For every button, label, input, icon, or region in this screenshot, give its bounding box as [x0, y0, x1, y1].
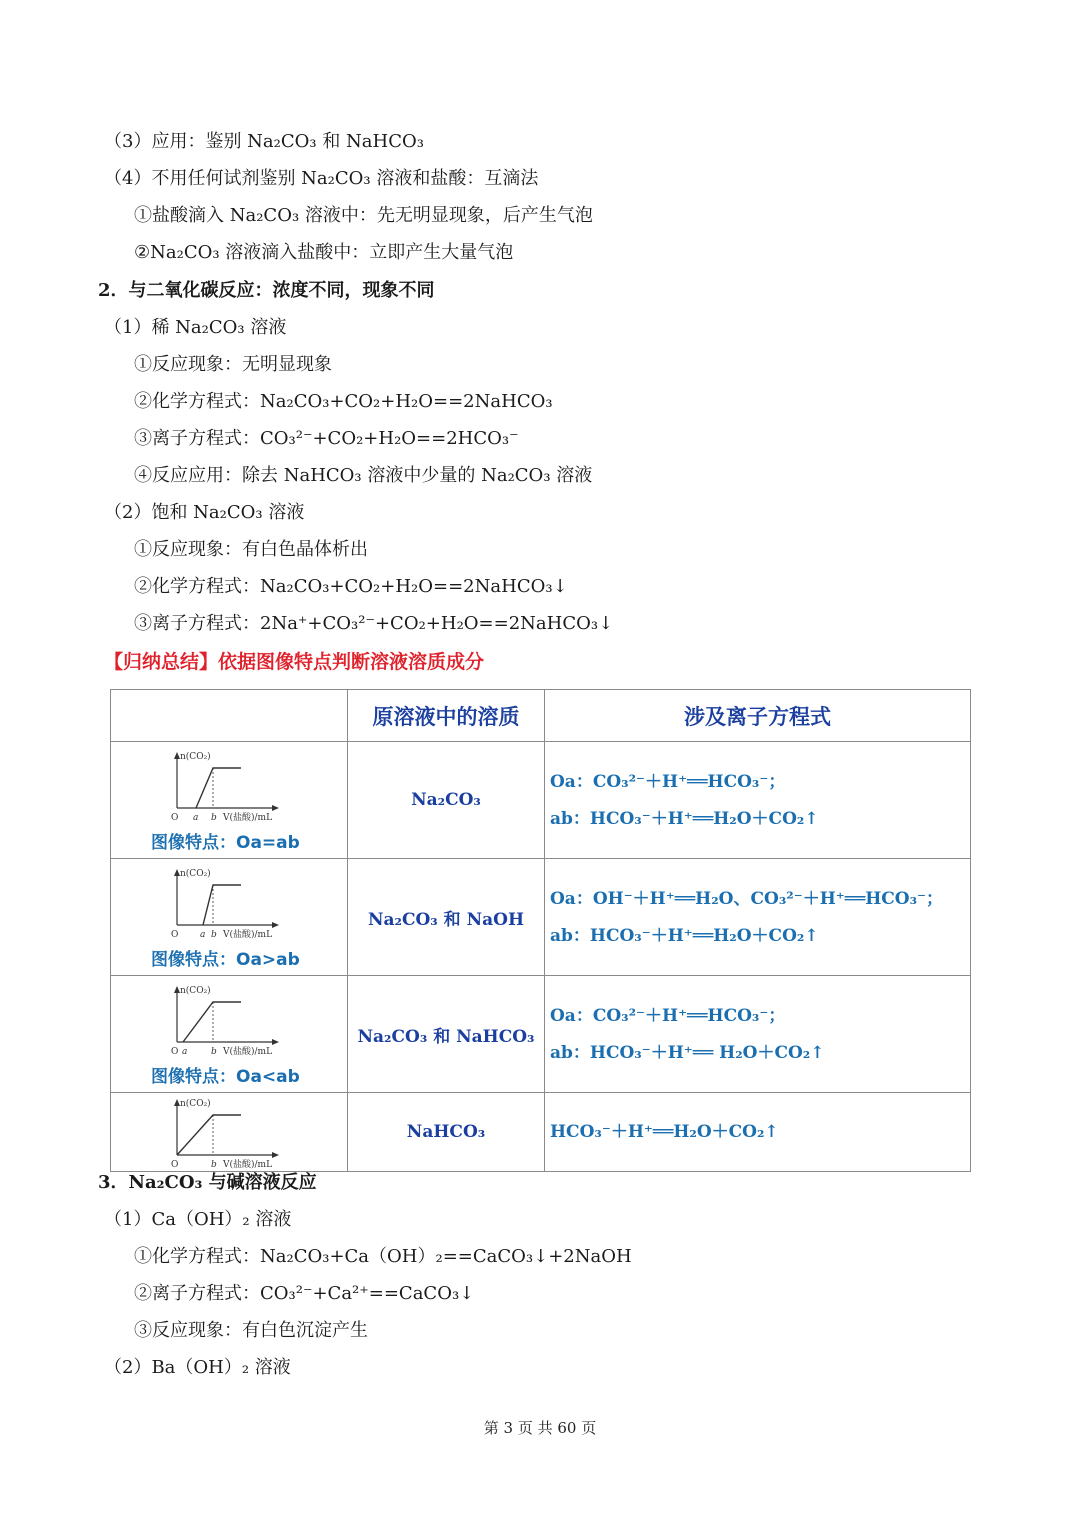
solute-cell: Na₂CO₃ [348, 742, 545, 859]
table-row [111, 859, 971, 976]
saturated-ion-eq: ③离子方程式：2Na⁺+CO₃²⁻+CO₂+H₂O==2NaHCO₃↓ [134, 613, 614, 634]
item-4-sub-1: ①盐酸滴入 Na₂CO₃ 溶液中：先无明显现象，后产生气泡 [134, 205, 593, 226]
equation-line: Oa：CO₃²⁻＋H⁺══HCO₃⁻； [550, 771, 786, 792]
dilute-chem-eq: ②化学方程式：Na₂CO₃+CO₂+H₂O==2NaHCO₃ [134, 391, 553, 412]
solute-cell: NaHCO₃ [348, 1093, 545, 1172]
graph-b-label: b [211, 1160, 217, 1169]
graph-x-label: V(盐酸)/mL [223, 1160, 273, 1169]
graph-a-label: a [193, 812, 199, 822]
graph-x-label: V(盐酸)/mL [223, 812, 273, 822]
item-4-mutual-titration: （4）不用任何试剂鉴别 Na₂CO₃ 溶液和盐酸：互滴法 [104, 168, 539, 189]
header-solute: 原溶液中的溶质 [348, 690, 545, 742]
graph-oa-less-ab [151, 984, 281, 1056]
graph-a-label: a [200, 929, 206, 939]
header-equation: 涉及离子方程式 [545, 690, 971, 742]
caoh-ion-eq: ②离子方程式：CO₃²⁻+Ca²⁺==CaCO₃↓ [134, 1283, 475, 1304]
graph-y-label: n(CO₂) [180, 868, 211, 879]
graph-y-label: n(CO₂) [180, 1099, 211, 1109]
summary-table [110, 689, 971, 1172]
graph-origin-label: O [171, 929, 179, 939]
graph-oa-greater-ab [151, 867, 281, 939]
caoh-title: （1）Ca（OH）₂ 溶液 [104, 1209, 292, 1230]
dilute-application: ④反应应用：除去 NaHCO₃ 溶液中少量的 Na₂CO₃ 溶液 [134, 465, 593, 486]
dilute-title: （1）稀 Na₂CO₃ 溶液 [104, 317, 287, 338]
item-3-application: （3）应用：鉴别 Na₂CO₃ 和 NaHCO₃ [104, 131, 424, 152]
equation-line: Oa：CO₃²⁻＋H⁺══HCO₃⁻； [550, 1005, 786, 1026]
table-row [111, 742, 971, 859]
baoh-title: （2）Ba（OH）₂ 溶液 [104, 1357, 291, 1378]
table-row [111, 1093, 971, 1172]
graph-x-label: V(盐酸)/mL [223, 929, 273, 939]
saturated-title: （2）饱和 Na₂CO₃ 溶液 [104, 502, 305, 523]
dilute-ion-eq: ③离子方程式：CO₃²⁻+CO₂+H₂O==2HCO₃⁻ [134, 428, 519, 449]
saturated-phenomenon: ①反应现象：有白色晶体析出 [134, 539, 368, 560]
equation-line: ab：HCO₃⁻＋H⁺══H₂O＋CO₂↑ [550, 808, 819, 829]
graph-oa-equals-ab [151, 750, 281, 822]
graph-b-label: b [211, 929, 217, 939]
section-3-heading: 3．Na₂CO₃ 与碱溶液反应 [98, 1172, 317, 1193]
dilute-phenomenon: ①反应现象：无明显现象 [134, 354, 332, 375]
graph-feature: 图像特点：Oa<ab [151, 1066, 300, 1087]
solute-cell: Na₂CO₃ 和 NaOH [348, 859, 545, 976]
graph-b-label: b [211, 812, 217, 822]
caoh-chem-eq: ①化学方程式：Na₂CO₃+Ca（OH）₂==CaCO₃↓+2NaOH [134, 1246, 632, 1267]
item-4-sub-2: ②Na₂CO₃ 溶液滴入盐酸中：立即产生大量气泡 [134, 242, 514, 263]
graph-origin-label: O [171, 812, 179, 822]
graph-a-label: a [182, 1046, 188, 1056]
graph-feature: 图像特点：Oa>ab [151, 949, 300, 970]
equation-line: ab：HCO₃⁻＋H⁺══ H₂O＋CO₂↑ [550, 1042, 825, 1063]
solute-cell: Na₂CO₃ 和 NaHCO₃ [348, 976, 545, 1093]
section-2-heading: 2．与二氧化碳反应：浓度不同，现象不同 [98, 280, 435, 301]
page-footer: 第 3 页 共 60 页 [483, 1419, 597, 1437]
graph-nahco3 [151, 1097, 281, 1169]
graph-y-label: n(CO₂) [180, 751, 211, 762]
summary-heading: 【归纳总结】依据图像特点判断溶液溶质成分 [104, 651, 485, 673]
header-graph [111, 690, 348, 742]
equation-line: HCO₃⁻＋H⁺══H₂O＋CO₂↑ [550, 1122, 779, 1142]
saturated-chem-eq: ②化学方程式：Na₂CO₃+CO₂+H₂O==2NaHCO₃↓ [134, 576, 568, 597]
graph-feature: 图像特点：Oa=ab [151, 832, 300, 853]
caoh-phenomenon: ③反应现象：有白色沉淀产生 [134, 1320, 368, 1341]
graph-y-label: n(CO₂) [180, 985, 211, 996]
table-row [111, 976, 971, 1093]
equation-line: Oa：OH⁻＋H⁺══H₂O、CO₃²⁻＋H⁺══HCO₃⁻； [550, 888, 944, 909]
graph-x-label: V(盐酸)/mL [223, 1046, 273, 1056]
graph-origin-label: O [171, 1160, 179, 1169]
graph-origin-label: O [171, 1046, 179, 1056]
equation-line: ab：HCO₃⁻＋H⁺══H₂O＋CO₂↑ [550, 925, 819, 946]
graph-b-label: b [211, 1046, 217, 1056]
